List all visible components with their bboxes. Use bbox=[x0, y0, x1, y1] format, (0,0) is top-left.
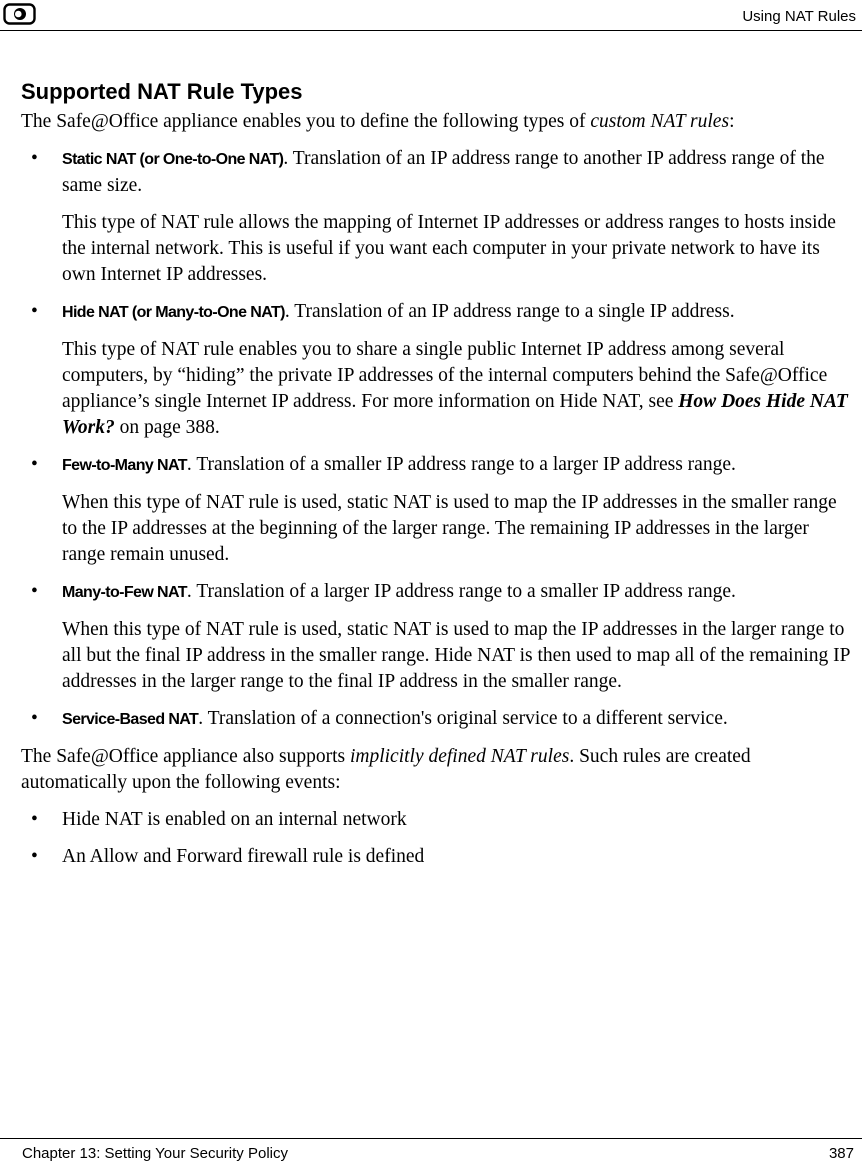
bullet-icon: • bbox=[31, 809, 38, 830]
intro-paragraph: The Safe@Office appliance enables you to define the following types of custom NAT rules: bbox=[21, 111, 735, 132]
page-number: 387 bbox=[828, 1145, 854, 1162]
list-item: • Many-to-Few NAT. Translation of a larger IP address range to a smaller IP address range. bbox=[21, 579, 855, 606]
item-description: This type of NAT rule enables you to share a single public Internet IP address among several computers, by “hiding” the private IP addresses of the internal computers behind the Safe@Office appliance’s single Internet IP address. For more information on Hide NAT, see How Does Hide NAT Work? on page 388. bbox=[62, 339, 848, 438]
list-item: • Hide NAT is enabled on an internal network bbox=[21, 807, 855, 833]
list-item: • Hide NAT (or Many-to-One NAT). Translation of an IP address range to a single IP address. bbox=[21, 299, 855, 326]
page-content bbox=[21, 78, 855, 881]
term-label: Few-to-Many NAT bbox=[62, 457, 187, 474]
list-item: • An Allow and Forward firewall rule is defined bbox=[21, 844, 855, 870]
section-title: Supported NAT Rule Types bbox=[21, 79, 303, 104]
list-item: • Few-to-Many NAT. Translation of a smaller IP address range to a larger IP address range. bbox=[21, 452, 855, 479]
term-label: Hide NAT (or Many-to-One NAT) bbox=[62, 304, 285, 321]
term-label: Many-to-Few NAT bbox=[62, 584, 187, 601]
bullet-icon: • bbox=[31, 846, 38, 867]
bullet-icon: • bbox=[31, 454, 38, 475]
list-item: • Static NAT (or One-to-One NAT). Translation of an IP address range to another IP address range of the same size. bbox=[31, 148, 825, 196]
term-label: Service-Based NAT bbox=[62, 711, 199, 728]
appliance-logo-icon bbox=[3, 3, 36, 25]
term-label: Static NAT (or One-to-One NAT) bbox=[62, 151, 284, 168]
item-description: When this type of NAT rule is used, static NAT is used to map the IP addresses in the smaller range to the IP addresses at the beginning of the larger range. The remaining IP addresses in the larger range remain unused. bbox=[62, 492, 837, 565]
footer-divider bbox=[0, 1138, 862, 1139]
implicit-rules-paragraph: The Safe@Office appliance also supports implicitly defined NAT rules. Such rules are created automatically upon the following events: bbox=[21, 746, 751, 793]
list-item: • Service-Based NAT. Translation of a connection's original service to a different service. bbox=[21, 706, 855, 733]
footer-chapter: Chapter 13: Setting Your Security Policy bbox=[22, 1145, 288, 1162]
bullet-icon: • bbox=[31, 708, 38, 729]
header-divider bbox=[0, 30, 862, 31]
item-description: This type of NAT rule allows the mapping of Internet IP addresses or address ranges to hosts inside the internal network. This is useful if you want each computer in your private network to have its own Internet IP addresses. bbox=[62, 212, 836, 285]
running-header: Using NAT Rules bbox=[742, 8, 856, 25]
bullet-icon: • bbox=[31, 301, 38, 322]
bullet-icon: • bbox=[31, 581, 38, 602]
item-description: When this type of NAT rule is used, static NAT is used to map the IP addresses in the larger range to all but the final IP address in the smaller range. Hide NAT is then used to map all of the remaining IP addresses in the larger range to the final IP address in the smaller range. bbox=[62, 619, 850, 692]
bullet-icon: • bbox=[31, 148, 38, 169]
cross-reference-link[interactable]: How Does Hide NAT Work? bbox=[62, 391, 848, 438]
